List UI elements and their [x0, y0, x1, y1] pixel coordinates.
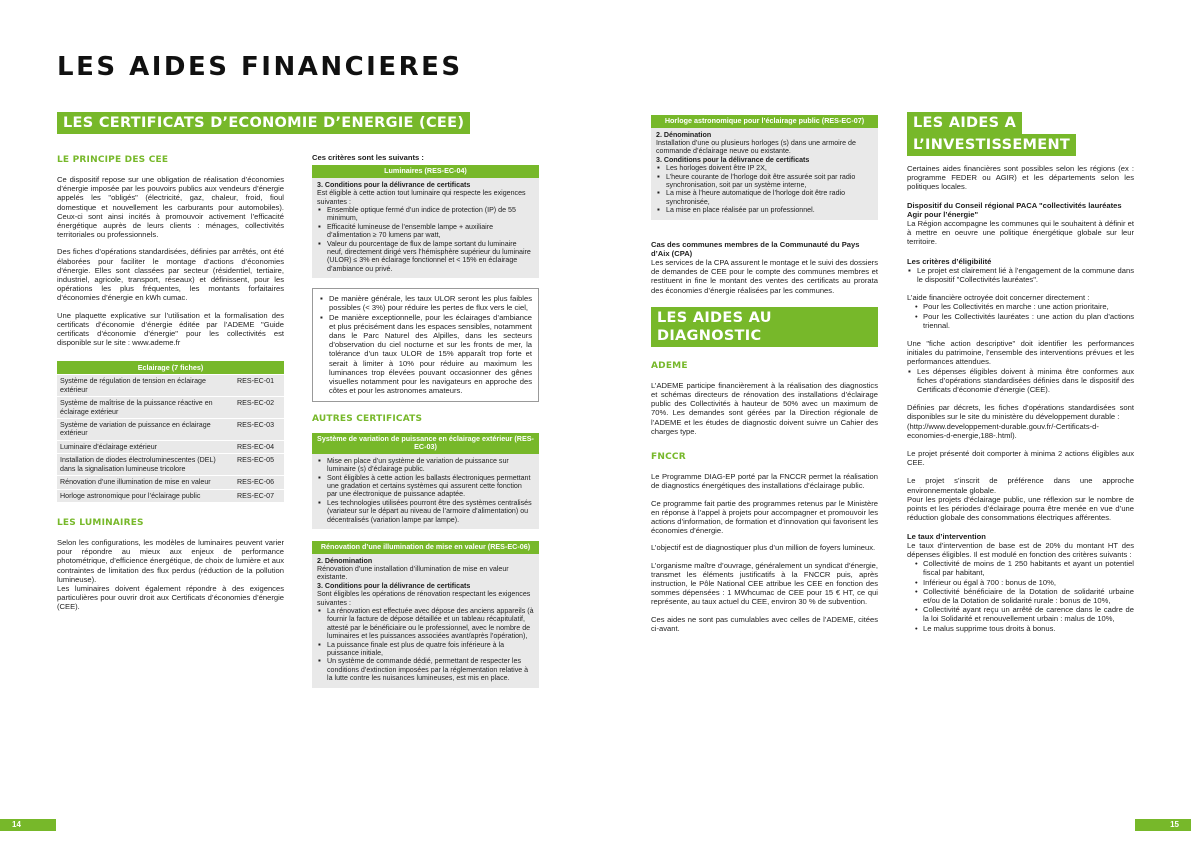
aide-text: L’aide financière octroyée doit concerner directement :	[907, 293, 1090, 303]
luminaires-paragraph-2: Les luminaires doivent également répondre à des exigences particulières pour ouvrir droit aux Certificats d’économies d’énergie (CEE).	[57, 583, 284, 612]
list-item: • Collectivité de moins de 1 250 habitants et ayant un potentiel fiscal par habitant,	[907, 559, 1134, 577]
table-cell-code: RES-EC-05	[234, 454, 284, 476]
fiche-list	[317, 206, 534, 273]
fiche-action-text: Une "fiche action descriptive" doit identifier les performances initiales du patrimoine, l’ensemble des interventions prévues et les performances attendues.	[907, 339, 1134, 367]
fnccr-paragraph-5: Ces aides ne sont pas cumulables avec celles de l’ADEME, citées ci-avant.	[651, 614, 878, 633]
list-item: • Pour les Collectivités lauréates : une action du plan d’actions triennal.	[907, 312, 1134, 330]
table-cell-code: RES-EC-03	[234, 419, 284, 441]
reflexion-text: Pour les projets d’éclairage public, une réflexion sur le nombre de points et les périodes d’éclairage pourra être menée en vue d’une réduction globale des consommations électriques afférentes.	[907, 494, 1134, 523]
fiche-denom-title: 2. Dénomination	[317, 556, 373, 565]
page-title: LES AIDES FINANCIERES	[57, 52, 463, 82]
fiche-cond-title: 3. Conditions pour la délivrance de certificats	[656, 155, 810, 164]
table-cell-code: RES-EC-06	[234, 476, 284, 489]
table-row	[57, 454, 284, 476]
variation-fiche	[312, 433, 539, 529]
page-number-right: 15	[1135, 819, 1191, 831]
investissement-section-title	[907, 112, 1134, 156]
investissement-title-line-2: L’INVESTISSEMENT	[907, 134, 1076, 156]
ademe-text: L’ADEME participe financièrement à la réalisation des diagnostics et schémas directeurs de rénovation des installations d’éclairage public des Collectivités à hauteur de 50% avec un maximum de 70%. Les demandes sont gérées par la Direction régionale de l’ADEME et les études de diagnostic doivent suivre un Cahier des charges type.	[651, 380, 878, 436]
list-item: ▪ Ensemble optique fermé d’un indice de protection (IP) de 55 minimum,	[317, 206, 534, 223]
ulor-recommendation-box	[312, 288, 539, 401]
table-cell-code: RES-EC-04	[234, 440, 284, 453]
list-item: ▪ De manière générale, les taux ULOR seront les plus faibles possibles (< 3%) pour réduire les pertes de flux vers le ciel,	[319, 294, 532, 312]
fnccr-paragraph-3: L’objectif est de diagnostiquer plus d’un million de foyers lumineux.	[651, 543, 876, 553]
table-row	[57, 489, 284, 502]
list-item: ▪ Les dépenses éligibles doivent à minima être conformes aux fiches d’opérations standardisées définies dans le dispositif des Certificats d’économie d’énergie (CEE).	[907, 367, 1134, 395]
fiche-title: Système de variation de puissance en éclairage extérieur (RES-EC-03)	[312, 433, 539, 454]
list-item: ▪ Sont éligibles à cette action les ballasts électroniques permettant une gradation et certains systèmes qui assurent cette fonction par une électronique de puissance adaptée.	[317, 474, 534, 499]
list-item: ▪ Les horloges doivent être IP 2X,	[656, 164, 873, 172]
table-cell-label: Système de maîtrise de la puissance réactive en éclairage extérieur	[57, 397, 234, 419]
luminaires-fiche	[312, 165, 539, 278]
column-2	[312, 153, 539, 688]
luminaires-paragraph-1: Selon les configurations, les modèles de luminaires peuvent varier pour répondre au mieux aux enjeux de performance photométrique, d’efficience énergétique, de choix de lumière et aux contraintes de limitation des flux perdus (réduction de la pollution lumineuse).	[57, 537, 284, 584]
diagnostic-section-title: LES AIDES AU DIAGNOSTIC	[651, 307, 878, 347]
list-item: • Collectivité ayant reçu un arrêté de carence dans le cadre de la loi Solidarité et renouvellement urbain : malus de 10%,	[907, 605, 1134, 623]
decrets-url[interactable]: (http://www.developpement-durable.gouv.fr/-Certificats-d-economies-d-energie,188-.html).	[907, 421, 1099, 440]
fiche-cond-title: 3. Conditions pour la délivrance de certificats	[317, 581, 471, 590]
list-item: ▪ Efficacité lumineuse de l’ensemble lampe + auxiliaire d’alimentation ≥ 70 lumens par watt,	[317, 223, 534, 240]
fnccr-paragraph-1: Le Programme DIAG-EP porté par la FNCCR permet la réalisation de diagnostics énergétiques des installations d’éclairage public.	[651, 472, 878, 491]
fiche-cond-title: 3. Conditions pour la délivrance de certificats	[317, 180, 471, 189]
list-item: ▪ Valeur du pourcentage de flux de lampe sortant du luminaire neuf, directement dirigé vers l’hémisphère supérieur du luminaire (ULOR) ≤ 3% en éclairage fonctionnel et < 15% en éclairage d’ambiance ou privé.	[317, 240, 534, 274]
approche-text: Le projet s’inscrit de préférence dans une approche environnementale globale.	[907, 476, 1134, 495]
table-row	[57, 476, 284, 489]
table-cell-code: RES-EC-02	[234, 397, 284, 419]
fnccr-heading: FNCCR	[651, 452, 686, 463]
table-cell-label: Rénovation d’une illumination de mise en valeur	[57, 476, 234, 489]
fiche-title: Luminaires (RES-EC-04)	[312, 165, 539, 178]
renovation-fiche	[312, 541, 539, 688]
list-item: ▪ L’heure courante de l’horloge doit être assurée soit par radio synchronisation, soit par un système interne,	[656, 173, 873, 190]
list-item: ▪ Mise en place d’un système de variation de puissance sur luminaire (s) d’éclairage public.	[317, 457, 534, 474]
table-header: Eclairage (7 fiches)	[57, 361, 284, 375]
criteres-eligibilite-title: Les critères d’éligibilité	[907, 256, 992, 266]
investissement-title-line-1: LES AIDES A	[907, 112, 1022, 134]
column-1	[57, 155, 284, 612]
fiche-cond-text: Est éligible à cette action tout luminaire qui respecte les exigences suivantes :	[317, 189, 526, 206]
table-row	[57, 419, 284, 441]
table-row	[57, 440, 284, 453]
list-item: ▪ La rénovation est effectuée avec dépose des anciens appareils (à fournir la facture de dépose détaillée et un tableau récapitulatif, attesté par le bénéficiaire ou le professionnel, avec le nombre de luminaires et les puissances associées avant/après l’opération),	[317, 607, 534, 641]
list-item: ▪ Les technologies utilisées pourront être des systèmes centralisés (variateur sur le départ au niveau de l’armoire d’alimentation) ou décentralisés (variation lampe par lampe).	[317, 499, 534, 524]
fiche-title: Horloge astronomique pour l’éclairage public (RES-EC-07)	[651, 115, 878, 128]
fiche-denom-title: 2. Dénomination	[656, 130, 712, 139]
taux-title: Le taux d’intervention	[907, 531, 986, 541]
table-row	[57, 375, 284, 397]
table-cell-code: RES-EC-07	[234, 489, 284, 502]
column-3	[651, 115, 878, 633]
list-item: ▪ La puissance finale est plus de quatre fois inférieure à la puissance initiale,	[317, 641, 534, 658]
table-cell-label: Système de variation de puissance en éclairage extérieur	[57, 419, 234, 441]
paca-text: La Région accompagne les communes qui le souhaitent à définir et à mettre en oeuvre une politique énergétique globale sur leur territoire.	[907, 219, 1134, 247]
list-item: • Collectivité bénéficiaire de la Dotation de solidarité urbaine et/ou de la Dotation de solidarité rurale : bonus de 10%,	[907, 587, 1134, 605]
ademe-heading: ADEME	[651, 360, 688, 371]
page-number-left: 14	[0, 819, 56, 831]
fiche-cond-text: Sont éligibles les opérations de rénovation respectant les exigences suivantes :	[317, 590, 531, 607]
cpa-title: Cas des communes membres de la Communauté du Pays d’Aix (CPA)	[651, 239, 860, 258]
fiche-title: Rénovation d’une illumination de mise en valeur (RES-EC-06)	[312, 541, 539, 554]
list-item: ▪ La mise en place réalisée par un professionnel.	[656, 206, 873, 214]
fnccr-paragraph-2: Ce programme fait partie des programmes retenus par le Ministère en réponse à l’appel à projets pour accompagner et promouvoir les actions d’information, de formation et d’innovation qui favorisent les économies d’énergie.	[651, 498, 878, 536]
list-item: ▪ Un système de commande dédié, permettant de respecter les conditions d’extinction imposées par la réglementation relative à la lutte contre les nuisances lumineuses, est mis en place.	[317, 657, 534, 682]
list-item: ▪ De manière exceptionnelle, pour les éclairages d’ambiance et plus précisément dans les espaces sensibles, notamment dans le Parc Naturel des Alpilles, dans les secteurs d’observation du ciel nocturne et sur les fronts de mer, la tolérance d’un taux ULOR de 15% apparaît trop forte et serait à limiter à 10% pour réduire au maximum les luminances trop élevées pouvant occasionner des gênes visuelles notamment pour les navigateurs en approche des côtes et pour les astronomes amateurs.	[319, 313, 532, 396]
eclairage-fiches-table	[57, 361, 284, 501]
cpa-text: Les services de la CPA assurent le montage et le suivi des dossiers de demandes de CEE pour le compte des communes membres et restituent in fine le montant des ventes des certificats au prorata des économies d’énergie réalisées par les communes.	[651, 258, 878, 295]
column-4	[907, 112, 1134, 633]
principe-paragraph-1: Ce dispositif repose sur une obligation de réalisation d’économies d’énergie imposée par les pouvoirs publics aux vendeurs d’énergie appelés les "obligés" (électricité, gaz, chaleur, froid, fioul domestique et nouvellement les carburants pour automobiles). Ceux-ci sont ainsi incités à promouvoir activement l’efficacité énergétique auprès de leurs clients : ménages, collectivités territoriales ou professionnels.	[57, 175, 284, 240]
list-item: • Inférieur ou égal à 700 : bonus de 10%,	[907, 578, 1134, 587]
list-item: • Pour les Collectivités en marche : une action prioritaire,	[907, 302, 1134, 311]
principe-paragraph-3: Une plaquette explicative sur l’utilisation et la formalisation des certificats d’économie d’énergie éditée par l’ADEME "Guide certificats d’économie d’énergie" pour les collectivités est disponible sur le site : www.ademe.fr	[57, 310, 284, 348]
paca-title: Dispositif du Conseil régional PACA "collectivités lauréates Agir pour l’énergie"	[907, 200, 1122, 219]
criteres-intro: Ces critères sont les suivants :	[312, 153, 424, 162]
autres-heading: AUTRES CERTIFICATS	[312, 413, 423, 424]
taux-text: Le taux d’intervention de base est de 20% du montant HT des dépenses éligibles. Il est modulé en fonction des critères suivants :	[907, 540, 1134, 559]
list-item: ▪ Le projet est clairement lié à l’engagement de la commune dans le dispositif "Collectivités lauréates".	[907, 266, 1134, 284]
horloge-fiche	[651, 115, 878, 220]
investissement-intro: Certaines aides financières sont possibles selon les régions (ex : programme FEDER ou AGIR) et les départements selon les politiques locales.	[907, 164, 1134, 192]
table-cell-label: Système de régulation de tension en éclairage extérieur	[57, 375, 234, 397]
fiche-denom-text: Installation d’une ou plusieurs horloges (s) dans une armoire de commande d’éclairage neuve ou existante.	[656, 139, 856, 156]
fnccr-paragraph-4: L’organisme maître d’ouvrage, généralement un syndicat d’énergie, transmet les éléments justificatifs à la FNCCR puis, après instruction, le Pôle National CEE attribue les CEE en fonction des sommes dépensées : 1 MWhcumac de CEE pour 15 € HT, ce qui représente, au taux actuel du CEE, environ 30 % de subvention.	[651, 560, 878, 607]
projet-text: Le projet présenté doit comporter à minima 2 actions éligibles aux CEE.	[907, 449, 1134, 468]
table-cell-label: Luminaire d’éclairage extérieur	[57, 440, 234, 453]
cee-section-title: LES CERTIFICATS D’ECONOMIE D’ENERGIE (CEE)	[57, 112, 470, 134]
table-cell-label: Horloge astronomique pour l’éclairage public	[57, 489, 234, 502]
decrets-text: Définies par décrets, les fiches d’opérations standardisées sont disponibles sur le site du ministère du développement durable :	[907, 403, 1134, 422]
table-cell-code: RES-EC-01	[234, 375, 284, 397]
fiche-denom-text: Rénovation d’une installation d’illumination de mise en valeur existante.	[317, 564, 509, 582]
luminaires-heading: LES LUMINAIRES	[57, 517, 144, 528]
principe-paragraph-2: Des fiches d’opérations standardisées, définies par arrêtés, ont été élaborées pour faciliter le montage d’actions d’économies d’énergie. Elles sont classées par secteur (résidentiel, tertiaire, industriel, agricole, transport, réseaux) et définissent, pour les opérations les plus fréquentes, les montants forfaitaires d’économies d’énergie en kWh cumac.	[57, 247, 284, 303]
table-cell-label: Installation de diodes électroluminescentes (DEL) dans la signalisation lumineuse tricolore	[57, 454, 234, 476]
table-row	[57, 397, 284, 419]
list-item: • Le malus supprime tous droits à bonus.	[907, 624, 1134, 633]
list-item: ▪ La mise à l’heure automatique de l’horloge doit être radio synchronisée,	[656, 189, 873, 206]
principe-heading: LE PRINCIPE DES CEE	[57, 155, 169, 165]
